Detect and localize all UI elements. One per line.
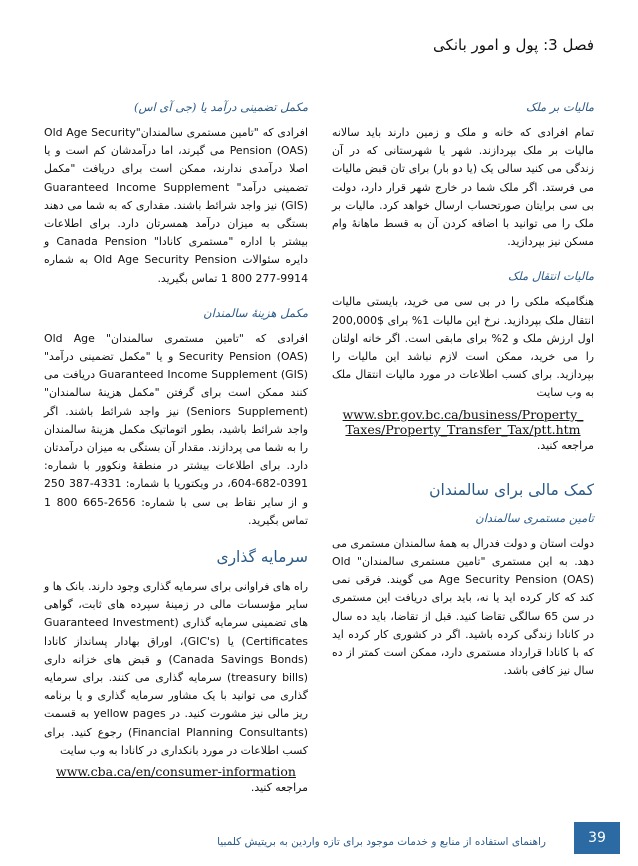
- investment-after-url: مراجعه کنید.: [250, 781, 308, 795]
- senior-help-subheading: تامین مستمری سالمندان: [475, 510, 594, 525]
- property-tax-heading: مالیات بر ملک: [525, 100, 594, 114]
- chapter-title: فصل 3: پول و امور بانکی: [433, 36, 594, 54]
- transfer-tax-url-line2[interactable]: Taxes/Property_Transfer_Tax/ptt.htm: [345, 421, 581, 437]
- transfer-tax-url-line1[interactable]: www.sbr.gov.bc.ca/business/Property_: [342, 406, 584, 422]
- investment-text: راه های فراوانی برای سرمایه گذاری وجود دارند. بانک ها و سایر مؤسسات مالی در زمینهٔ سپرده های ثابت، گواهی های تضمینی سرمایه گذاری (Guaranteed Investment Certificates) یا (GIC's)، اوراق بهادار پسانداز کانادا (Canada Savings Bonds) و قبض های خزانه داری (treasury bills) سرمایه گذاری می کنند. برای سرمایه گذاری می توانید با یک مشاور سرمایه گذاری و یا برنامه ریز مالی نیز مشورت کنید. در yellow pages به قسمت (Financial Planning Consultants) رجوع کنید. برای کسب اطلاعات در مورد بانکداری در کانادا به وب سایت: [44, 580, 308, 757]
- gis-heading: مکمل تضمینی درآمد یا (جی آی اس): [133, 100, 308, 114]
- transfer-tax-after-url: مراجعه کنید.: [536, 438, 594, 452]
- senior-help-heading: کمک مالی برای سالمندان: [429, 480, 594, 499]
- senior-help-text: دولت استان و دولت فدرال به همهٔ سالمندان مستمری می دهد. به این مستمری "تامین مستمری سالمندان" Old Age Security Pension (OAS) می گویند. فرقی نمی کند که کار کرده اید یا نه، باید برای دریافت این مستمری در سن 65 سالگی تقاضا کنید. قبل از تقاضا، باید ده سال در کانادا زندگی کرده باشید. اگر در کشوری کار کرده اید که با کانادا قرارداد مستمری دارد، ممکن است کمتر از ده سال نیز کافی باشد.: [332, 536, 595, 678]
- investment-url[interactable]: www.cba.ca/en/consumer-information: [56, 764, 296, 780]
- footer-text: راهنمای استفاده از منابع و خدمات موجود برای تازه واردین به بریتیش کلمبیا: [217, 836, 546, 848]
- seniors-supplement-heading: مکمل هزینهٔ سالمندان: [203, 305, 308, 320]
- page-number: 39: [574, 822, 620, 854]
- left-column: [44, 100, 308, 801]
- gis-text: افرادی که "تامین مستمری سالمندان"Old Age Security Pension (OAS) می گیرند، اما درآمدشان کم است و یا اصلا درآمدی ندارند، ممکن است برای دریافت "مکمل تضمینی درآمد" Guaranteed Income Supplement (GIS) نیز واجد شرائط باشند. مقداری که به شما می دهند بستگی به میزان درآمد همسرتان دارد. برای اطلاعات بیشتر با اداره "مستمری کانادا" Canada Pension و دایره سئوالات Old Age Security Pension به شماره 9914-277 800 1 تماس بگیرید.: [44, 126, 309, 285]
- investment-heading: سرمایه گذاری: [216, 548, 308, 567]
- page-footer: [0, 822, 638, 866]
- right-column: [332, 100, 594, 684]
- seniors-supplement-text: افرادی که "تامین مستمری سالمندان" Old Age Security Pension (OAS) و یا "مکمل تضمینی درآمد" Guaranteed Income Supplement (GIS) دریافت می کنند ممکن است برای گرفتن "مکمل هزینهٔ سالمندان" (Seniors Supplement) نیز واجد شرائط باشند. اگر واجد شرائط باشید، بطور اتوماتیک مکمل هزینهٔ سالمندان را به شما می پردازند. مقدار آن بستگی به میزان درآمدتان دارد. برای اطلاعات بیشتر در منطقهٔ ونکوور با شماره: 0391-682-604، در ویکتوریا با شماره: 4331-387 250 و از سایر نقاط بی سی با شماره: 2656-665 800 1 تماس بگیرید.: [44, 331, 309, 527]
- transfer-tax-text: هنگامیکه ملکی را در بی سی می خرید، بایستی مالیات انتقال ملک بپردازید. نرخ این مالیات 1% برای $200,000 اول ارزش ملک و 2% برای مابقی است. اگر خانه اولتان را می خرید، ممکن است لازم نباشد این مالیات را بپردازید. برای کسب اطلاعات در مورد مالیات انتقال ملک به وب سایت: [332, 295, 594, 400]
- property-tax-text: تمام افرادی که خانه و ملک و زمین دارند باید سالانه مالیات بر ملک بپردازند. شهر یا شهرستانی که در آن زندگی می کنید سالی یک (یا دو بار) برای تان قبض مالیات می فرستد. اگر ملک شما در خارج شهر قرار دارد، دولت بی سی برایتان صورتحساب ارسال خواهد کرد. مالیات بر ملک را می توانید با اضافه کردن آن به قسط ماهانهٔ وام مسکن نیز بپردازید.: [332, 126, 594, 249]
- transfer-tax-heading: مالیات انتقال ملک: [507, 269, 594, 284]
